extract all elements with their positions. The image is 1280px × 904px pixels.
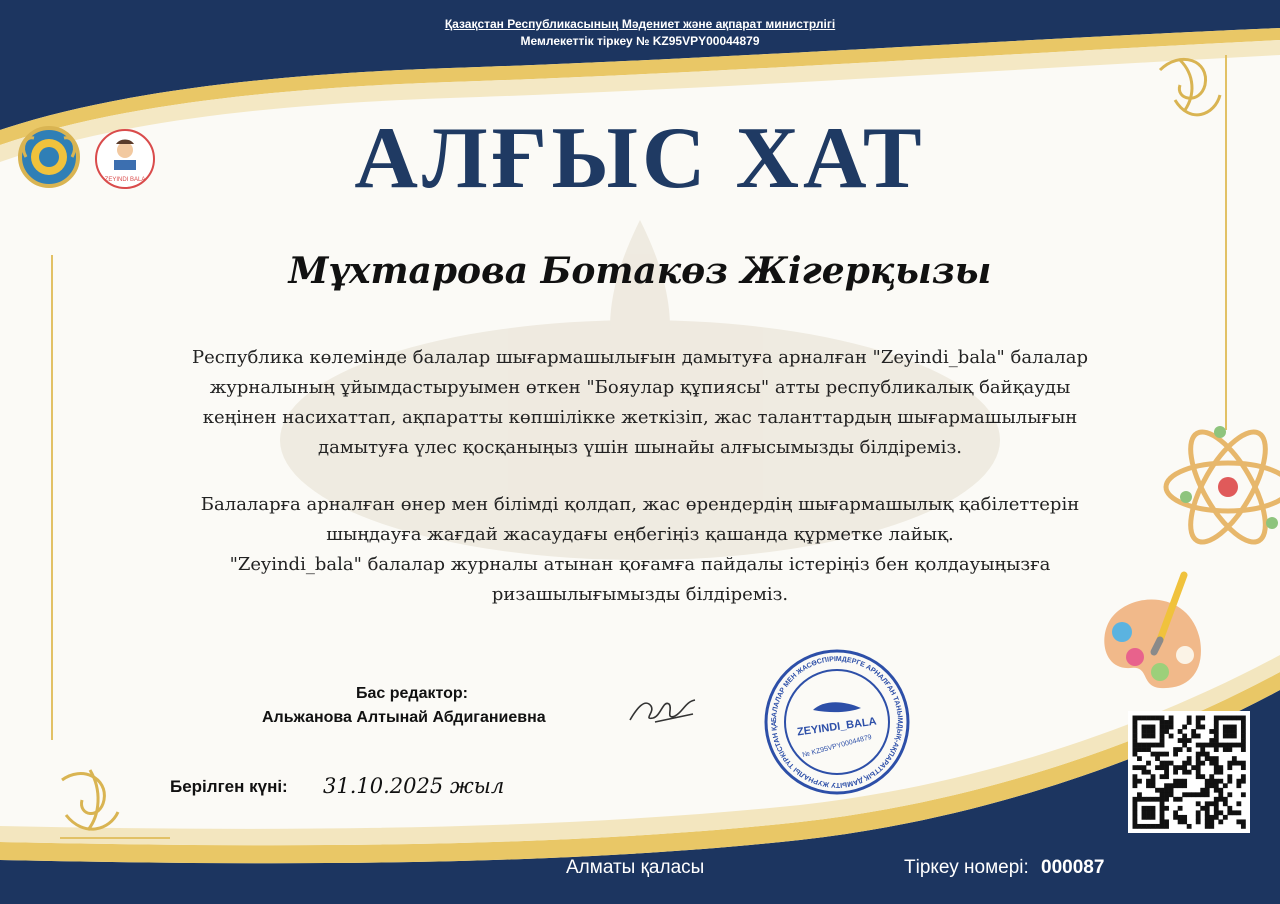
date-value: 31.10.2025 жыл	[323, 774, 505, 798]
stamp-ring-text: БАЛАЛАР МЕН ЖАСӨСПІРІМДЕРГЕ АРНАЛҒАН ТАНЫМДЫҚ-АҚПАРАТТЫҚ ДАМЫТУ ЖУРНАЛЫ ТҮРКІСТАН ҚА	[770, 655, 904, 789]
state-registration: Мемлекеттік тіркеу № KZ95VPY00044879	[520, 34, 760, 48]
recipient-name: Мұхтарова Ботакөз Жігерқызы	[288, 250, 992, 292]
editor-name: Альжанова Алтынай Абдиганиевна	[262, 709, 546, 726]
stamp-center-text: ZEYINDI_BALA	[796, 715, 878, 739]
body-paragraph-3: "Zeyindi_bala" балалар журналы атынан қоғамға пайдалы істеріңіз бен қолдауыңызға ризашылығымызды білдіреміз.	[229, 554, 1051, 605]
signature-icon	[625, 690, 700, 730]
footer-reg-label: Тіркеу номері:	[904, 857, 1029, 878]
body-paragraph-1: Республика көлемінде балалар шығармашылығын дамытуға арналған "Zeyindi_bala" балалар журналының ұйымдастыруымен өткен "Бояулар құпиясы" атты республикалық байқауды кеңінен насихаттап, ақпаратты көпшілікке жеткізіп, жас таланттардың шығармашылығын дамытуға үлес қосқаныңыз үшін шынайы алғысымызды білдіреміз.	[192, 347, 1088, 458]
footer-reg-number: 000087	[1041, 857, 1105, 878]
ministry-name: Қазақстан Республикасының Мәдениет және ақпарат министрлігі	[444, 17, 836, 31]
official-stamp	[763, 648, 911, 796]
body-paragraph-2: Балаларға арналған өнер мен білімді қолдап, жас өрендердің шығармашылық қабілеттерін шыңдауға жағдай жасаудағы еңбегіңіз қашанда құрметке лайық.	[200, 494, 1080, 545]
certificate-title: АЛҒЫС ХАТ	[354, 110, 926, 207]
footer-city: Алматы қаласы	[566, 857, 705, 878]
qr-code-icon	[1128, 711, 1250, 833]
stamp-reg-text: № KZ95VPY00044879	[801, 733, 873, 760]
editor-role: Бас редактор:	[356, 685, 468, 702]
date-label: Берілген күні:	[170, 777, 288, 796]
zeyindi-logo-text: ZEYINDI BALA	[104, 177, 146, 183]
